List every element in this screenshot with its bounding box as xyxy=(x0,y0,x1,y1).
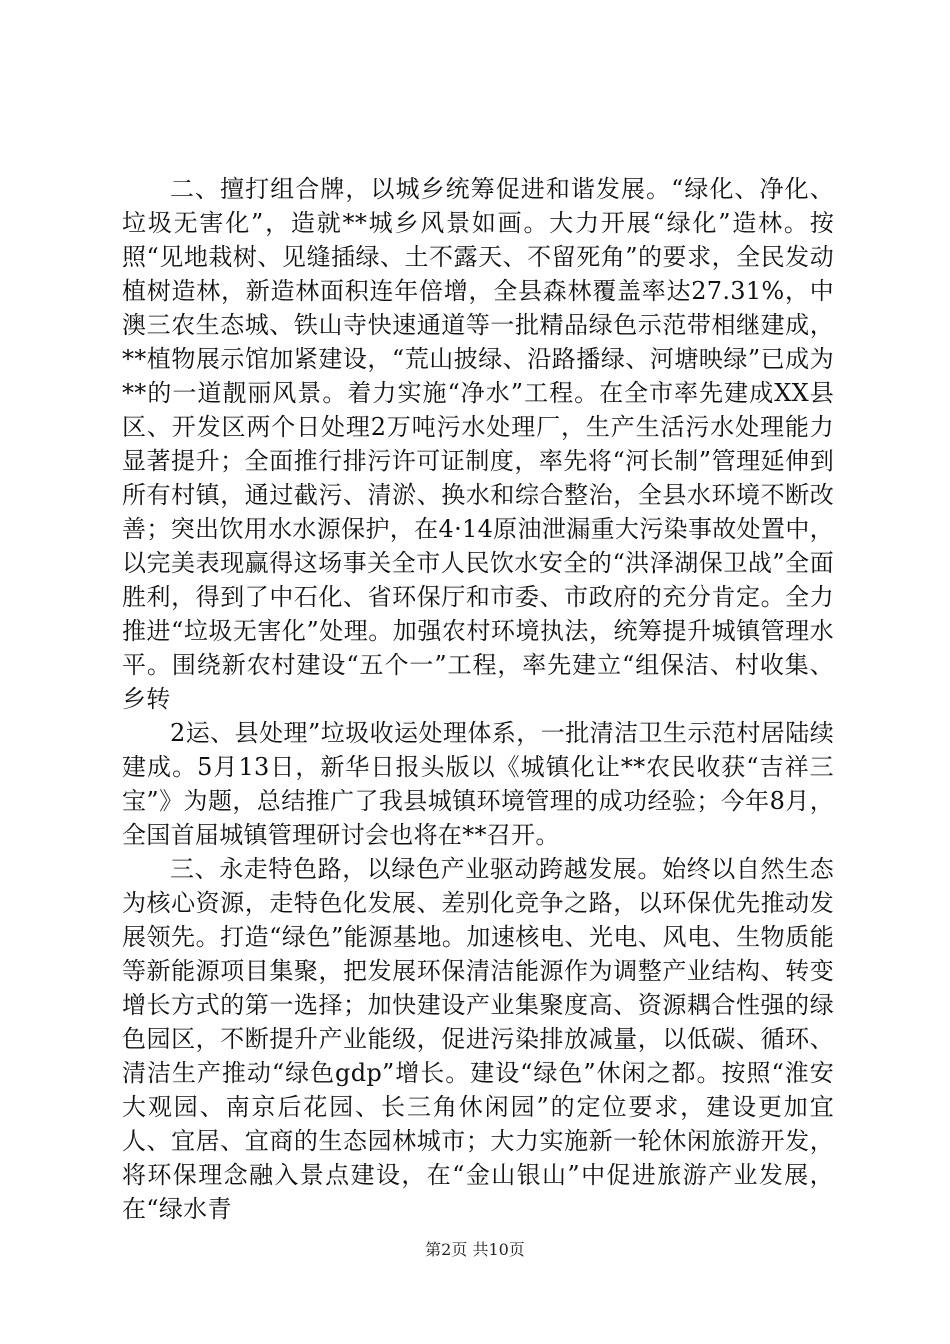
paragraph-section-three: 三、永走特色路，以绿色产业驱动跨越发展。始终以自然生态为核心资源，走特色化发展、差别化竞争之路，以环保优先推动发展领先。打造“绿色”能源基地。加速核电、光电、风电、生物质能等新能源项目集聚，把发展环保清洁能源作为调整产业结构、转变增长方式的第一选择；加快建设产业集聚度高、资源耦合性强的绿色园区，不断提升产业能级，促进污染排放减量，以低碳、循环、清洁生产推动“绿色gdp”增长。建设“绿色”休闲之都。按照“淮安大观园、南京后花园、长三角休闲园”的定位要求，建设更加宜人、宜居、宜商的生态园林城市；大力实施新一轮休闲旅游开发，将环保理念融入景点建设，在“金山银山”中促进旅游产业发展，在“绿水青 xyxy=(122,855,834,1223)
page-number-footer: 第2页 共10页 xyxy=(425,1240,525,1259)
paragraph-continuation: 2运、县处理”垃圾收运处理体系，一批清洁卫生示范村居陆续建成。5月13日，新华日报头版以《城镇化让**农民收获“吉祥三宝”》为题，总结推广了我县城镇环境管理的成功经验；今年8月，全国首届城镇管理研讨会也将在**召开。 xyxy=(122,719,834,849)
document-body xyxy=(122,172,834,1226)
paragraph-section-two: 二、擅打组合牌，以城乡统筹促进和谐发展。“绿化、净化、垃圾无害化”，造就**城乡风景如画。大力开展“绿化”造林。按照“见地栽树、见缝插绿、土不露天、不留死角”的要求，全民发动植树造林，新造林面积连年倍增，全县森林覆盖率达27.31%，中澳三农生态城、铁山寺快速通道等一批精品绿色示范带相继建成，**植物展示馆加紧建设，“荒山披绿、沿路播绿、河塘映绿”已成为**的一道靓丽风景。着力实施“净水”工程。在全市率先建成XX县区、开发区两个日处理2万吨污水处理厂，生产生活污水处理能力显著提升；全面推行排污许可证制度，率先将“河长制”管理延伸到所有村镇，通过截污、清淤、换水和综合整治，全县水环境不断改善；突出饮用水水源保护，在4·14原油泄漏重大污染事故处置中，以完美表现赢得这场事关全市人民饮水安全的“洪泽湖保卫战”全面胜利，得到了中石化、省环保厅和市委、市政府的充分肯定。全力推进“垃圾无害化”处理。加强农村环境执法，统筹提升城镇管理水平。围绕新农村建设“五个一”工程，率先建立“组保洁、村收集、乡转 xyxy=(122,175,834,713)
